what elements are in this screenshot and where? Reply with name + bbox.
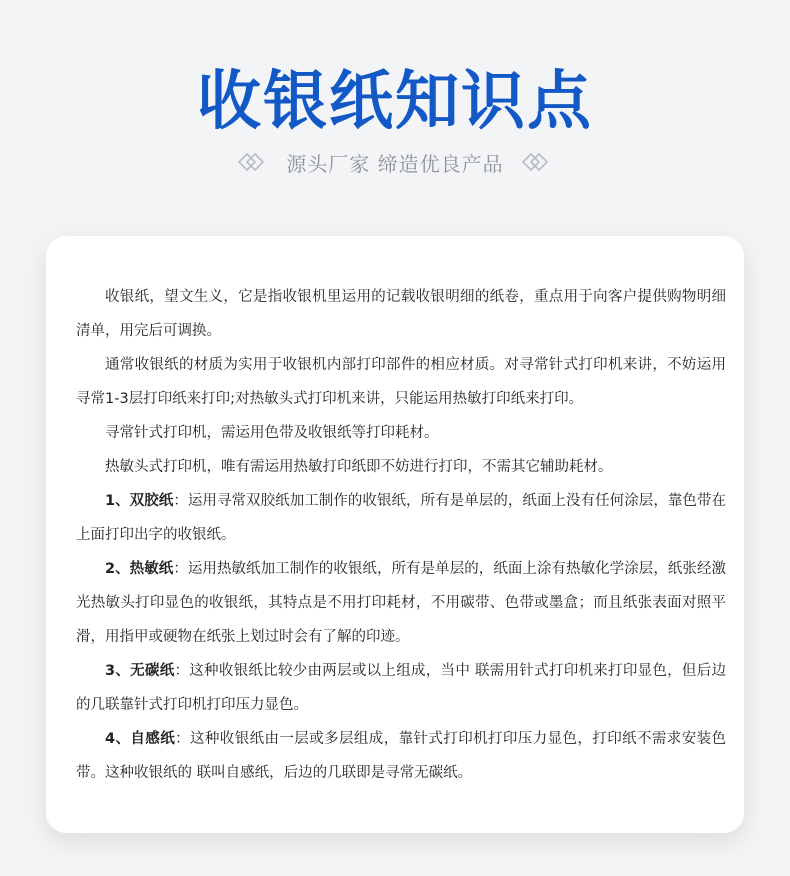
- paragraph-text: 收银纸，望文生义，它是指收银机里运用的记载收银明细的纸卷，重点用于向客户提供购物明细清单，用完后可调换。: [76, 289, 726, 339]
- subtitle-row: [0, 144, 790, 180]
- paragraph-term: 2、热敏纸: [105, 561, 174, 577]
- paragraph: [76, 416, 726, 450]
- page-subtitle: 源头厂家 缔造优良产品: [286, 151, 504, 176]
- paragraph-text: ：这种收银纸由一层或多层组成，靠针式打印机打印压力显色，打印纸不需求安装色带。这种收银纸的 联叫自感纸，后边的几联即是寻常无碳纸。: [76, 731, 726, 781]
- paragraph: [76, 280, 726, 348]
- paragraph: [76, 654, 726, 722]
- paragraph: [76, 484, 726, 552]
- page-header: [0, 0, 790, 230]
- content-card: [46, 236, 744, 833]
- article-body: [76, 280, 726, 790]
- paragraph-text: 通常收银纸的材质为实用于收银机内部打印部件的相应材质。对寻常针式打印机来讲，不妨运用寻常1-3层打印纸来打印;对热敏头式打印机来讲，只能运用热敏打印纸来打印。: [76, 357, 726, 407]
- paragraph-text: 寻常针式打印机，需运用色带及收银纸等打印耗材。: [105, 425, 439, 441]
- paragraph-term: 3、无碳纸: [105, 663, 175, 679]
- paragraph-term: 1、双胶纸: [105, 493, 174, 509]
- paragraph-text: ：运用热敏纸加工制作的收银纸，所有是单层的，纸面上涂有热敏化学涂层，纸张经激光热敏头打印显色的收银纸，其特点是不用打印耗材，不用碳带、色带或墨盒；而且纸张表面对照平滑，用指甲或硬物在纸张上划过时会有了解的印迹。: [76, 561, 727, 645]
- paragraph-text: 热敏头式打印机，唯有需运用热敏打印纸即不妨进行打印，不需其它辅助耗材。: [105, 459, 613, 475]
- paragraph: [76, 722, 726, 790]
- double-diamond-icon: [238, 152, 268, 172]
- double-diamond-icon: [522, 152, 552, 172]
- paragraph-text: ：这种收银纸比较少由两层或以上组成，当中 联需用针式打印机来打印显色，但后边的几联靠针式打印机打印压力显色。: [76, 663, 726, 713]
- paragraph: [76, 552, 726, 654]
- paragraph: [76, 348, 726, 416]
- paragraph: [76, 450, 726, 484]
- paragraph-term: 4、自感纸: [105, 731, 176, 747]
- page-title: 收银纸知识点: [197, 65, 593, 139]
- paragraph-text: ：运用寻常双胶纸加工制作的收银纸，所有是单层的，纸面上没有任何涂层，靠色带在上面打印出字的收银纸。: [76, 493, 727, 543]
